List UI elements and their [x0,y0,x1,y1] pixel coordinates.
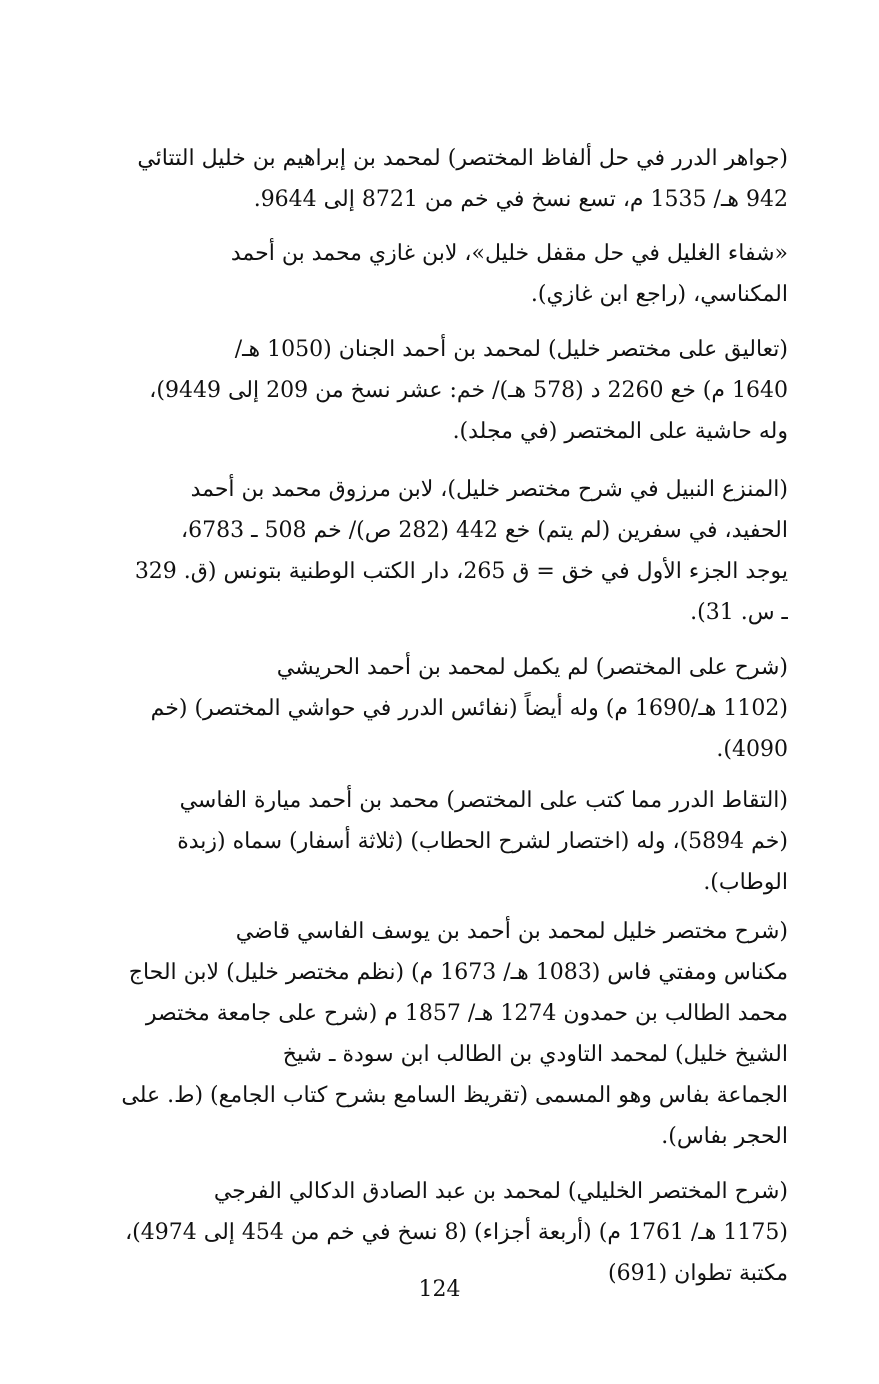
entry-line: ـ س. 31). [690,600,788,625]
entry-iltiqat-al-durar [98,780,788,903]
bibliography-text [98,138,788,1294]
entry-line: (1102 هـ/1690 م) وله أيضاً (نفائس الدرر في حواشي المختصر) (خم [150,696,788,721]
entry-shifa-al-ghalil [98,233,788,315]
entry-line: الشيخ خليل) لمحمد التاودي بن الطالب ابن سودة ـ شيخ [282,1042,788,1067]
entry-jawahir-al-durar [98,138,788,220]
entry-line: (شرح المختصر الخليلي) لمحمد بن عبد الصادق الدكالي الفرجي [213,1179,788,1204]
entry-line: مكناس ومفتي فاس (1083 هـ/ 1673 م) (نظم مختصر خليل) لابن الحاج [128,960,788,985]
entry-line: (المنزع النبيل في شرح مختصر خليل)، لابن مرزوق محمد بن أحمد [190,477,788,502]
entry-line: 4090). [716,737,788,762]
entry-line: «شفاء الغليل في حل مقفل خليل»، لابن غازي محمد بن أحمد [230,241,788,266]
entry-line: (التقاط الدرر مما كتب على المختصر) محمد بن أحمد ميارة الفاسي [179,788,788,813]
entry-line: الحجر بفاس). [661,1124,788,1149]
entry-taaliq [98,329,788,452]
entry-line: (تعاليق على مختصر خليل) لمحمد بن أحمد الجنان (1050 هـ/ [234,337,788,362]
entry-line: (جواهر الدرر في حل ألفاظ المختصر) لمحمد بن إبراهيم بن خليل التتائي [137,146,788,171]
entry-line: وله حاشية على المختصر (في مجلد). [452,419,788,444]
entry-line: المكناسي، (راجع ابن غازي). [530,282,788,307]
entry-line: (شرح مختصر خليل لمحمد بن أحمد بن يوسف الفاسي قاضي [235,919,788,944]
entry-line: 1640 م) خع 2260 د (578 هـ)/ خم: عشر نسخ من 209 إلى 9449)، [149,378,788,403]
entry-sharh-mukhtasar-khalil [98,911,788,1157]
entry-line: الجماعة بفاس وهو المسمى (تقريظ السامع بشرح كتاب الجامع) (ط. على [121,1083,788,1108]
entry-al-manza-al-nabil [98,469,788,633]
entry-line: الحفيد، في سفرين (لم يتم) خع 442 (282 ص)/ خم 508 ـ 6783، [181,518,788,543]
entry-line: 942 هـ/ 1535 م، تسع نسخ في خم من 8721 إلى 9644. [253,187,788,212]
entry-line: (شرح على المختصر) لم يكمل لمحمد بن أحمد الحريشي [276,655,788,680]
entry-line: الوطاب). [703,870,788,895]
entry-sharh-al-kharashi [98,647,788,770]
entry-line: يوجد الجزء الأول في خق = ق 265، دار الكتب الوطنية بتونس (ق. 329 [134,559,788,584]
entry-line: (خم 5894)، وله (اختصار لشرح الحطاب) (ثلاثة أسفار) سماه (زبدة [177,829,788,854]
page-number: 124 [418,1277,461,1302]
entry-line: (1175 هـ/ 1761 م) (أربعة أجزاء) (8 نسخ في خم من 454 إلى 4974)، [125,1220,788,1245]
entry-line: محمد الطالب بن حمدون 1274 هـ/ 1857 م (شرح على جامعة مختصر [145,1001,788,1026]
entry-line: مكتبة تطوان (691) [608,1261,788,1286]
